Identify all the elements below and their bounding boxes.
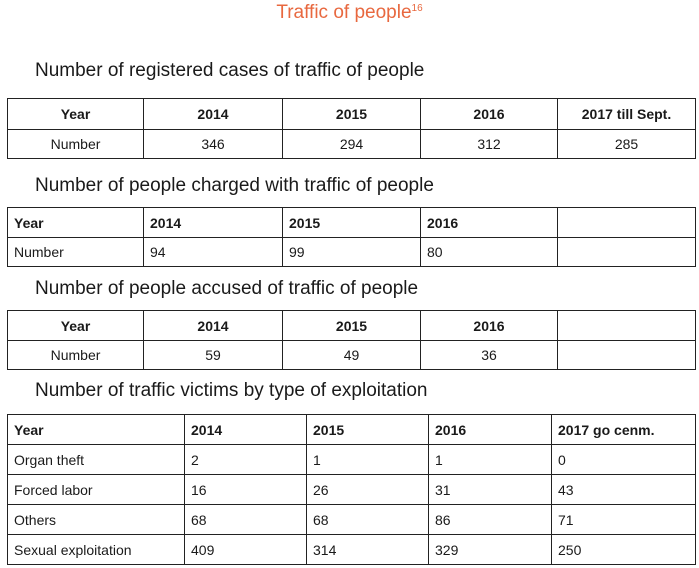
table-cell: Sexual exploitation: [8, 535, 185, 565]
header-cell: 2017 till Sept.: [558, 99, 696, 130]
header-cell: 2015: [283, 99, 421, 130]
table-cell: 49: [283, 341, 421, 370]
page-title-text: Traffic of people: [276, 2, 412, 23]
table-cell: 59: [144, 341, 283, 370]
table-cell: 16: [185, 475, 307, 505]
table-cell: Forced labor: [8, 475, 185, 505]
table-cell: Number: [8, 130, 144, 159]
header-cell: 2015: [283, 311, 421, 341]
header-cell: 2016: [421, 208, 558, 238]
table-cell: [558, 238, 696, 267]
header-cell: 2016: [421, 311, 558, 341]
header-cell: Year: [8, 415, 185, 445]
table-cell: 0: [552, 445, 696, 475]
header-cell: 2014: [185, 415, 307, 445]
table-cell: 68: [307, 505, 429, 535]
header-cell: Year: [8, 208, 144, 238]
table-header-row: [8, 311, 696, 341]
table-cell: 26: [307, 475, 429, 505]
table-cell: 86: [429, 505, 552, 535]
table-cell: 329: [429, 535, 552, 565]
table-cell: 312: [421, 130, 558, 159]
table-row: [8, 130, 696, 159]
table-cell: 250: [552, 535, 696, 565]
heading-people-accused: Number of people accused of traffic of people: [35, 278, 419, 299]
table-cell: 80: [421, 238, 558, 267]
table-row: [8, 535, 696, 565]
table-victims-by-exploitation: [7, 414, 696, 565]
heading-victims-by-exploitation: Number of traffic victims by type of exploitation: [35, 380, 428, 401]
table-registered-cases: [7, 98, 696, 159]
table-cell: 36: [421, 341, 558, 370]
header-cell: 2014: [144, 99, 283, 130]
table-cell: 43: [552, 475, 696, 505]
header-cell: [558, 311, 696, 341]
page-title: [0, 2, 699, 24]
table-cell: 346: [144, 130, 283, 159]
table-cell: 2: [185, 445, 307, 475]
table-cell: Number: [8, 341, 144, 370]
table-cell: [558, 341, 696, 370]
header-cell: Year: [8, 311, 144, 341]
table-row: [8, 505, 696, 535]
table-cell: 68: [185, 505, 307, 535]
table-cell: Number: [8, 238, 144, 267]
heading-people-charged: Number of people charged with traffic of people: [35, 175, 434, 196]
header-cell: 2014: [144, 311, 283, 341]
table-cell: 1: [429, 445, 552, 475]
header-cell: 2015: [283, 208, 421, 238]
table-header-row: [8, 208, 696, 238]
table-row: [8, 238, 696, 267]
table-people-accused: [7, 310, 696, 370]
table-cell: 94: [144, 238, 283, 267]
table-row: [8, 445, 696, 475]
table-cell: 1: [307, 445, 429, 475]
table-cell: 314: [307, 535, 429, 565]
table-cell: 71: [552, 505, 696, 535]
table-cell: 294: [283, 130, 421, 159]
footnote-marker: 16: [411, 3, 423, 14]
table-row: [8, 341, 696, 370]
header-cell: 2014: [144, 208, 283, 238]
header-cell: 2015: [307, 415, 429, 445]
table-cell: Others: [8, 505, 185, 535]
heading-registered-cases: Number of registered cases of traffic of people: [35, 60, 425, 81]
table-cell: 285: [558, 130, 696, 159]
header-cell: Year: [8, 99, 144, 130]
header-cell: [558, 208, 696, 238]
table-header-row: [8, 415, 696, 445]
table-people-charged: [7, 207, 696, 267]
table-header-row: [8, 99, 696, 130]
table-cell: Organ theft: [8, 445, 185, 475]
header-cell: 2016: [429, 415, 552, 445]
header-cell: 2017 go cenm.: [552, 415, 696, 445]
header-cell: 2016: [421, 99, 558, 130]
table-cell: 99: [283, 238, 421, 267]
table-row: [8, 475, 696, 505]
table-cell: 409: [185, 535, 307, 565]
table-cell: 31: [429, 475, 552, 505]
